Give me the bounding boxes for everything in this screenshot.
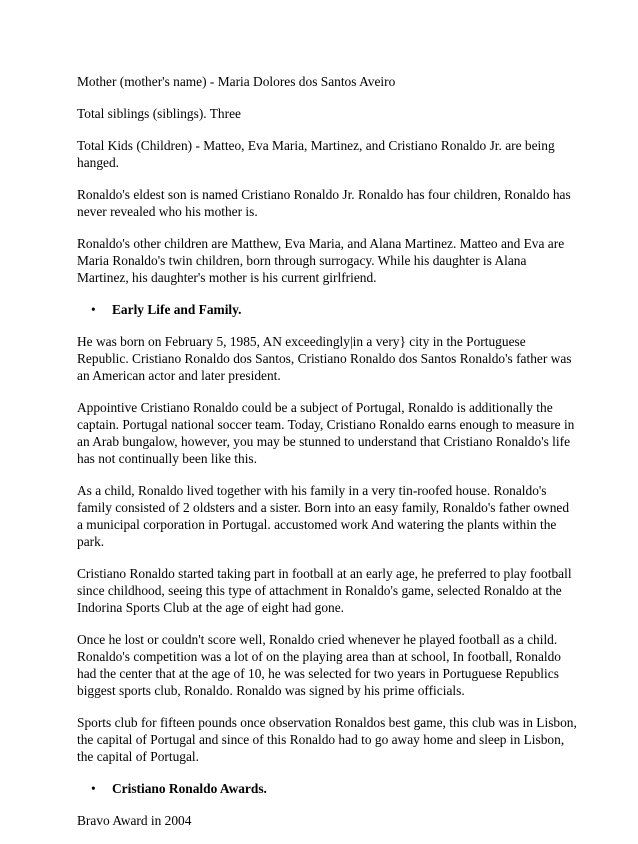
paragraph-captain: Appointive Cristiano Ronaldo could be a subject of Portugal, Ronaldo is additionally the captain. Portugal national soccer team. Today, Cristiano Ronaldo earns enough to measure in an Arab bungalow, however, you may be stunned to understand that Cristiano Ronaldo's life has not continually been like this. bbox=[77, 400, 575, 466]
paragraph-birth: He was born on February 5, 1985, AN exceedingly|in a very} city in the Portuguese Republic. Cristiano Ronaldo dos Santos, Cristiano Ronaldo dos Santos Ronaldo's father was an American actor and later president. bbox=[77, 334, 572, 383]
paragraph-other-children: Ronaldo's other children are Matthew, Eva Maria, and Alana Martinez. Matteo and Eva are Maria Ronaldo's twin children, born through surrogacy. While his daughter is Alana Martinez, his daughter's mother is his current girlfriend. bbox=[77, 236, 565, 285]
document-page bbox=[77, 73, 577, 844]
bullet-icon: • bbox=[91, 781, 96, 796]
paragraph-competition: Once he lost or couldn't score well, Ronaldo cried whenever he played football as a child. Ronaldo's competition was a lot of on the playing area than at school, In football, Ronaldo had the center that at the age of 10, he was selected for two years in Portuguese Republics biggest sports club, Ronaldo. Ronaldo was signed by his prime officials. bbox=[77, 632, 561, 698]
paragraph-lisbon: Sports club for fifteen pounds once observation Ronaldos best game, this club was in Lisbon, the capital of Portugal and since of this Ronaldo had to go away home and sleep in Lisbon, the capital of Portugal. bbox=[77, 715, 577, 764]
bullet-heading-text: Cristiano Ronaldo Awards. bbox=[112, 781, 267, 796]
paragraph-childhood-house: As a child, Ronaldo lived together with his family in a very tin-roofed house. Ronaldo's family consisted of 2 oldsters and a sister. Born into an easy family, Ronaldo's father owned a municipal corporation in Portugal. accustomed work And watering the plants within the park. bbox=[77, 483, 570, 549]
paragraph-kids: Total Kids (Children) - Matteo, Eva Maria, Martinez, and Cristiano Ronaldo Jr. are being hanged. bbox=[77, 138, 555, 170]
paragraph-early-football: Cristiano Ronaldo started taking part in football at an early age, he preferred to play football since childhood, seeing this type of attachment in Ronaldo's game, selected Ronaldo at the Indorina Sports Club at the age of eight had gone. bbox=[77, 566, 572, 615]
bullet-heading-awards bbox=[77, 780, 577, 797]
paragraph-siblings: Total siblings (siblings). Three bbox=[77, 106, 241, 121]
paragraph-bravo-award: Bravo Award in 2004 bbox=[77, 813, 192, 828]
paragraph-eldest-son: Ronaldo's eldest son is named Cristiano Ronaldo Jr. Ronaldo has four children, Ronaldo has never revealed who his mother is. bbox=[77, 187, 571, 219]
bullet-heading-text: Early Life and Family. bbox=[112, 302, 242, 317]
bullet-heading-early-life bbox=[77, 301, 577, 318]
paragraph-mother: Mother (mother's name) - Maria Dolores dos Santos Aveiro bbox=[77, 74, 396, 89]
bullet-icon: • bbox=[91, 302, 96, 317]
